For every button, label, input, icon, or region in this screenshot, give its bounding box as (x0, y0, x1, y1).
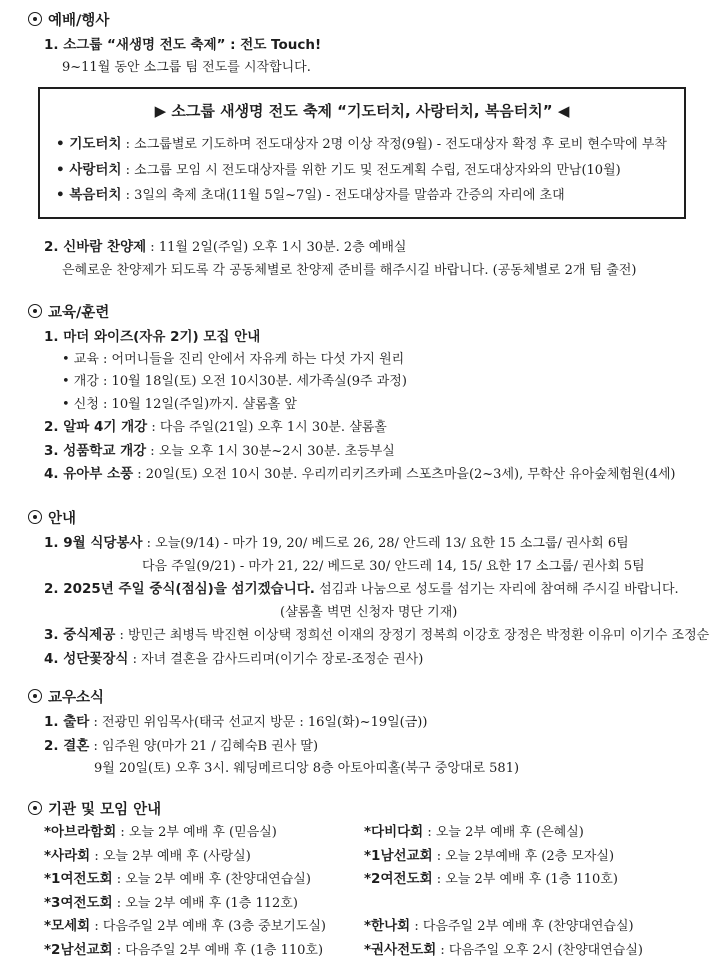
group-item: *모세회 : 다음주일 2부 예배 후 (3층 중보기도실) (44, 918, 326, 934)
list-item: 1. 9월 식당봉사 : 오늘(9/14) - 마가 19, 20/ 베드로 26, 28/ 안드레 13/ 요한 15 소그룹/ 권사회 6팀 (44, 535, 629, 551)
list-item: • 사랑터치 : 소그룹 모임 시 전도대상자를 위한 기도 및 전도계획 수립, 전도대상자와의 만남(10월) (56, 161, 621, 178)
list-item-cont: 다음 주일(9/21) - 마가 21, 22/ 베드로 30/ 안드레 14, 15/ 요한 17 소그룹/ 권사회 5팀 (142, 558, 645, 574)
list-item: • 교육 : 어머니들을 진리 안에서 자유케 하는 다섯 가지 원리 (62, 351, 405, 367)
list-item: • 개강 : 10월 18일(토) 오전 10시30분. 세가족실(9주 과정) (62, 374, 407, 389)
section-education (28, 300, 706, 487)
section-header: 예배/행사 (28, 8, 706, 30)
circle-bullet-icon (28, 801, 42, 815)
section-header: 교우소식 (28, 685, 706, 707)
section-groups (28, 797, 706, 962)
group-item: *3여전도회 : 오늘 2부 예배 후 (1층 112호) (44, 894, 298, 911)
list-item: • 신청 : 10월 12일(주일)까지. 샬롬홀 앞 (62, 396, 297, 412)
item-title: 1. 소그룹 “새생명 전도 축제” : 전도 Touch! (44, 37, 322, 53)
group-item: *권사전도회 : 다음주일 오후 2시 (찬양대연습실) (364, 941, 643, 958)
group-item: *사라회 : 오늘 2부 예배 후 (사랑실) (44, 847, 251, 864)
group-item: *1여전도회 : 오늘 2부 예배 후 (찬양대연습실) (44, 871, 311, 887)
section-notices (28, 506, 710, 671)
list-item: 2. 신바람 찬양제 : 11월 2일(주일) 오후 1시 30분. 2층 예배실 (44, 239, 407, 255)
list-item: 4. 유아부 소풍 : 20일(토) 오전 10시 30분. 우리끼리키즈카페 스포츠마을(2~3세), 무학산 유아숲체험원(4세) (44, 466, 676, 482)
circle-bullet-icon (28, 510, 42, 524)
list-item: 2. 결혼 : 임주원 양(마가 21 / 김혜숙B 권사 딸) (44, 737, 319, 754)
evangelism-festival-box (38, 87, 686, 219)
section-member-news (28, 685, 706, 781)
list-item: • 기도터치 : 소그룹별로 기도하며 전도대상자 2명 이상 작정(9월) - 전도대상자 확정 후 로비 현수막에 부착 (56, 136, 667, 152)
group-item: *1남선교회 : 오늘 2부예배 후 (2층 모자실) (364, 847, 615, 864)
section-header: 기관 및 모임 안내 (28, 797, 706, 819)
circle-bullet-icon (28, 304, 42, 318)
group-item: *2남선교회 : 다음주일 2부 예배 후 (1층 110호) (44, 941, 324, 958)
group-item: *아브라함회 : 오늘 2부 예배 후 (믿음실) (44, 824, 277, 840)
section-header: 교육/훈련 (28, 300, 706, 322)
list-item-cont: (샬롬홀 벽면 신청자 명단 기재) (280, 604, 458, 620)
list-item: 1. 출타 : 전광민 위임목사(태국 선교지 방문 : 16일(화)~19일(금)) (44, 714, 428, 730)
list-item: 4. 성단꽃장식 : 자녀 결혼을 감사드리며(이기수 장로-조정순 권사) (44, 650, 424, 667)
list-item: 2. 2025년 주일 중식(점심)을 섬기겠습니다. 섬김과 나눔으로 성도를 섬기는 자리에 참여해 주시길 바랍니다. (44, 581, 679, 597)
section-worship-events-cont (28, 236, 706, 282)
section-worship-events (28, 8, 706, 79)
group-item: *2여전도회 : 오늘 2부 예배 후 (1층 110호) (364, 871, 618, 887)
list-item-cont: 9월 20일(토) 오후 3시. 웨딩메르디앙 8층 아토아띠홀(북구 중앙대로 581) (94, 761, 520, 776)
list-item: 2. 알파 4기 개강 : 다음 주일(21일) 오후 1시 30분. 샬롬홀 (44, 419, 387, 435)
list-item: 3. 중식제공 : 방민근 최병득 박진현 이상택 정희선 이재의 장정기 정복희 이강호 장정은 박정환 이유미 이기수 조정순 (44, 627, 710, 643)
item-desc: 은혜로운 찬양제가 되도록 각 공동체별로 찬양제 준비를 해주시길 바랍니다. (공동체별로 2개 팀 출전) (62, 262, 637, 278)
box-items (40, 132, 684, 209)
item-desc: 9~11월 동안 소그룹 팀 전도를 시작합니다. (62, 59, 311, 75)
group-item-empty (364, 892, 694, 916)
section-header: 안내 (28, 506, 706, 528)
circle-bullet-icon (28, 12, 42, 26)
list-item: • 복음터치 : 3일의 축제 초대(11월 5일~7일) - 전도대상자를 말씀과 간증의 자리에 초대 (56, 187, 565, 203)
circle-bullet-icon (28, 689, 42, 703)
group-item: *다비다회 : 오늘 2부 예배 후 (은혜실) (364, 824, 584, 840)
group-grid (28, 821, 706, 962)
group-item: *한나회 : 다음주일 2부 예배 후 (찬양대연습실) (364, 918, 634, 934)
item-title: 1. 마더 와이즈(자유 2기) 모집 안내 (44, 329, 261, 345)
list-item: 3. 성품학교 개강 : 오늘 오후 1시 30분~2시 30분. 초등부실 (44, 442, 395, 459)
box-title: ▶ 소그룹 새생명 전도 축제 “기도터치, 사랑터치, 복음터치” ◀ (154, 102, 570, 120)
